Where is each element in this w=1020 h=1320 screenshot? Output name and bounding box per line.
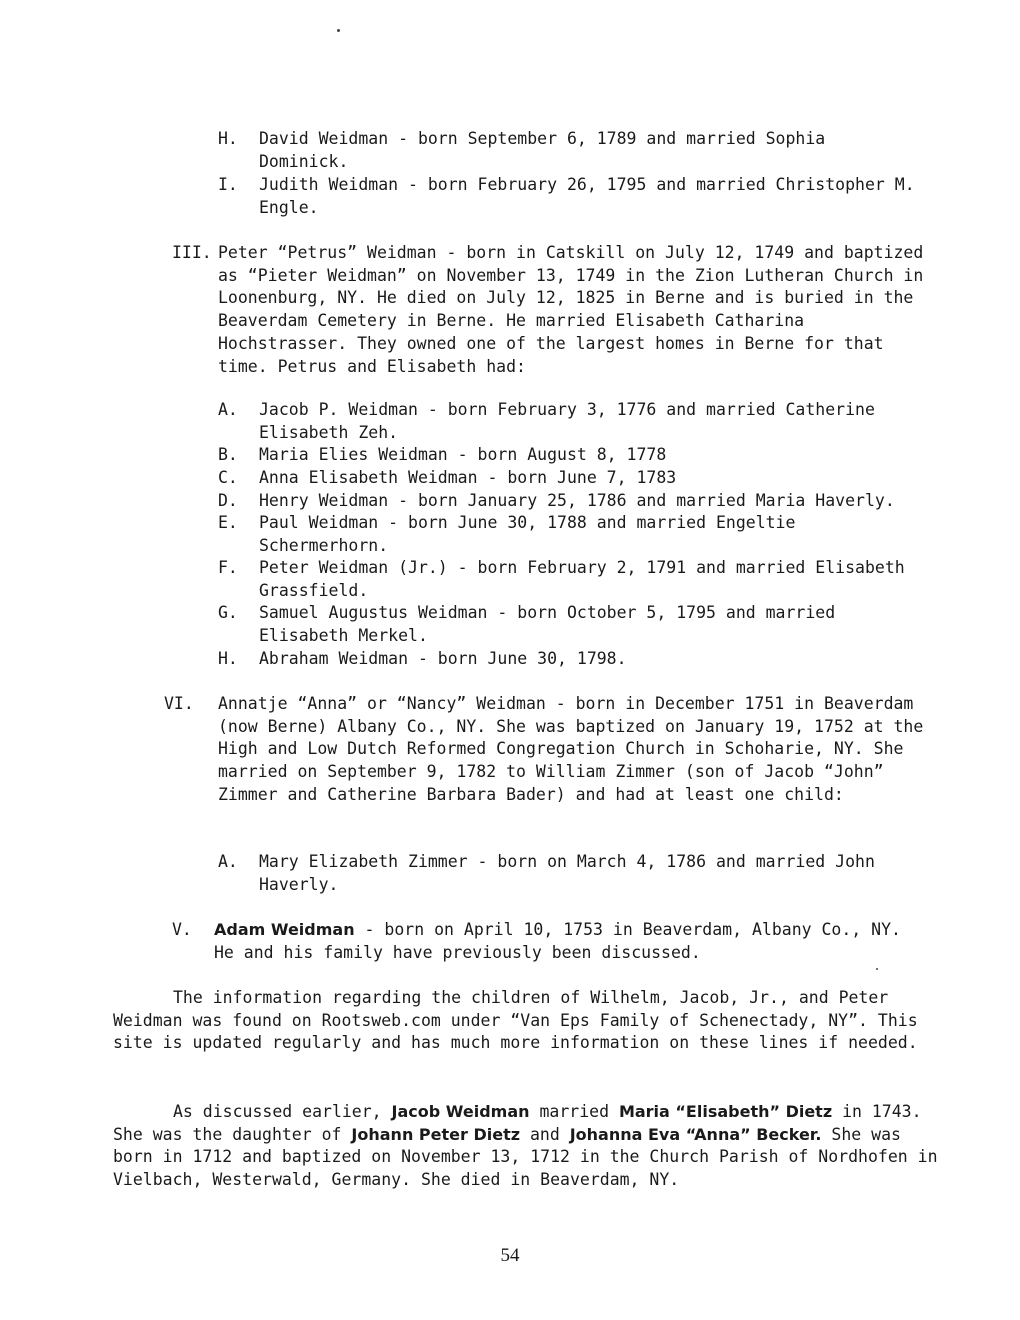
- item-marker: E.: [218, 513, 238, 532]
- item-text: David Weidman - born September 6, 1789 and married Sophia Dominick.: [259, 129, 826, 171]
- item-text: Abraham Weidman - born June 30, 1798.: [259, 649, 627, 668]
- item-text: Peter Weidman (Jr.) - born February 2, 1791 and married Elisabeth Grassfield.: [259, 558, 905, 600]
- item-text: Henry Weidman - born January 25, 1786 and married Maria Haverly.: [259, 491, 895, 510]
- para-text: She was born in 1712 and baptized on November 13, 1712 in the Church Parish of Nordhofen in Vielbach, Westerwald, Germany. She died in Beaverdam, NY.: [113, 1124, 938, 1190]
- item-marker: A.: [218, 852, 238, 871]
- para-text: As discussed earlier,: [173, 1102, 392, 1121]
- item-marker: I.: [218, 175, 238, 194]
- person-name: Adam Weidman: [214, 920, 355, 939]
- item-marker: C.: [218, 468, 238, 487]
- para-text: in 1743. She was the daughter of: [113, 1102, 922, 1144]
- section-text-rest: - born on April 10, 1753 in Beaverdam, Albany Co., NY. He and his family have previously been discussed.: [214, 920, 901, 962]
- para-text: and: [520, 1124, 570, 1144]
- item-marker: G.: [218, 603, 238, 622]
- item-text: Paul Weidman - born June 30, 1788 and married Engeltie Schermerhorn.: [259, 513, 796, 555]
- section-text: Annatje “Anna” or “Nancy” Weidman - born in December 1751 in Beaverdam (now Berne) Albany Co., NY. She was baptized on January 19, 1752 at the High and Low Dutch Reformed Congregation Church in Schoharie, NY. She married on September 9, 1782 to William Zimmer (son of Jacob “John” Zimmer and Catherine Barbara Bader) and had at least one child:: [218, 694, 924, 804]
- item-marker: F.: [218, 558, 238, 577]
- item-text: Maria Elies Weidman - born August 8, 1778: [259, 445, 667, 464]
- section-marker: III.: [172, 243, 212, 262]
- person-name: Johann Peter Dietz: [351, 1124, 521, 1144]
- paragraph-rootsweb: The information regarding the children of Wilhelm, Jacob, Jr., and Peter Weidman was found on Rootsweb.com under “Van Eps Family of Schenectady, NY”. This site is updated regularly and has much more information on these lines if needed.: [113, 988, 918, 1053]
- scan-speck: [876, 968, 878, 970]
- item-text: Anna Elisabeth Weidman - born June 7, 1783: [259, 468, 677, 487]
- item-marker: A.: [218, 400, 238, 419]
- section-text: Peter “Petrus” Weidman - born in Catskill on July 12, 1749 and baptized as “Pieter Weidman” on November 13, 1749 in the Zion Lutheran Church in Loonenburg, NY. He died on July 12, 1825 in Berne and is buried in the Beaverdam Cemetery in Berne. He married Elisabeth Catharina Hochstrasser. They owned one of the largest homes in Berne for that time. Petrus and Elisabeth had:: [218, 243, 924, 376]
- item-marker: H.: [218, 129, 238, 148]
- item-text: Jacob P. Weidman - born February 3, 1776 and married Catherine Elisabeth Zeh.: [259, 400, 875, 442]
- page-number: 54: [500, 1245, 520, 1266]
- section-marker: V.: [172, 920, 192, 939]
- item-marker: H.: [218, 649, 238, 668]
- item-marker: D.: [218, 491, 238, 510]
- person-name: Johanna Eva “Anna” Becker.: [569, 1124, 822, 1144]
- person-name: Jacob Weidman: [391, 1102, 530, 1121]
- section-marker: VI.: [164, 694, 194, 713]
- paragraph-jacob: [113, 1101, 943, 1192]
- person-name: Maria “Elisabeth” Dietz: [618, 1102, 833, 1121]
- scan-speck: [337, 29, 340, 32]
- item-marker: B.: [218, 445, 238, 464]
- item-text: Mary Elizabeth Zimmer - born on March 4, 1786 and married John Haverly.: [259, 852, 875, 894]
- section-text: [214, 919, 914, 964]
- item-text: Judith Weidman - born February 26, 1795 and married Christopher M. Engle.: [259, 175, 915, 217]
- para-text: married: [529, 1102, 619, 1121]
- item-text: Samuel Augustus Weidman - born October 5, 1795 and married Elisabeth Merkel.: [259, 603, 836, 645]
